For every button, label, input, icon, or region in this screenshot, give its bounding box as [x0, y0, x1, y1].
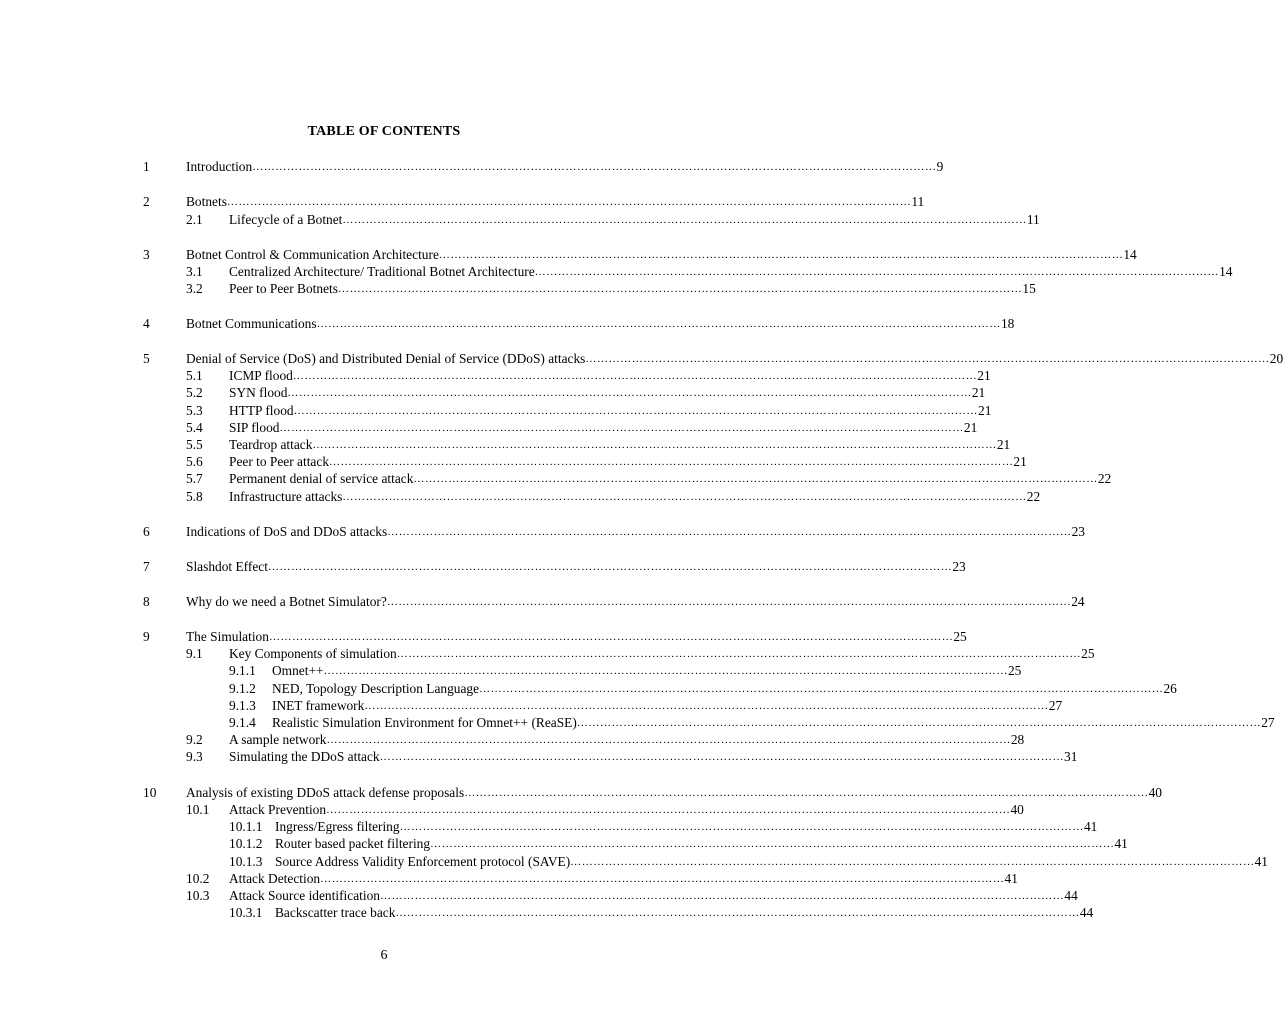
page-title: TABLE OF CONTENTS: [307, 124, 461, 139]
toc-dot-leader: ……………………………………………………………………………………………………………………………………………………………: [292, 370, 978, 382]
toc-entry-page: 11: [911, 194, 925, 209]
toc-entry-page: 44: [1079, 905, 1094, 920]
toc-dot-leader: ……………………………………………………………………………………………………………………………………………………………: [268, 631, 954, 643]
toc-entry-number: 10.3.1: [229, 905, 263, 920]
toc-entry-title: Botnet Control & Communication Architecture: [186, 247, 439, 262]
toc-entry-page: 22: [1026, 489, 1041, 504]
toc-entry-page: 21: [978, 403, 992, 418]
toc-entry[interactable]: [186, 748, 1078, 765]
toc-entry-page: 14: [1123, 247, 1137, 262]
toc-entry-number: 8: [143, 594, 150, 609]
toc-dot-leader: ……………………………………………………………………………………………………………………………………………………………: [267, 561, 953, 573]
toc-entry[interactable]: [143, 628, 967, 645]
toc-entry-page: 40: [1010, 802, 1024, 817]
toc-entry-title: Key Components of simulation: [229, 646, 397, 661]
toc-entry-title: Denial of Service (DoS) and Distributed Denial of Service (DDoS) attacks: [186, 351, 586, 366]
toc-entry[interactable]: [186, 453, 1027, 470]
toc-entry-page: 22: [1097, 471, 1112, 486]
toc-entry-number: 9.1.4: [229, 715, 256, 730]
toc-dot-leader: ……………………………………………………………………………………………………………………………………………………………: [464, 787, 1149, 799]
toc-entry-page: 24: [1071, 594, 1085, 609]
toc-dot-leader: ……………………………………………………………………………………………………………………………………………………………: [326, 804, 1011, 816]
toc-entry-title: Infrastructure attacks: [229, 489, 343, 504]
toc-entry[interactable]: [229, 697, 1063, 714]
toc-dot-leader: ……………………………………………………………………………………………………………………………………………………………: [379, 751, 1065, 763]
toc-dot-leader: ……………………………………………………………………………………………………………………………………………………………: [337, 283, 1023, 295]
toc-entry-page: 41: [1083, 819, 1098, 834]
toc-entry[interactable]: [229, 818, 1098, 835]
toc-entry-title: Introduction: [186, 159, 253, 174]
toc-entry-page: 11: [1026, 212, 1040, 227]
toc-entry-page: 25: [953, 629, 967, 644]
toc-dot-leader: ……………………………………………………………………………………………………………………………………………………………: [279, 422, 964, 434]
toc-dot-leader: ……………………………………………………………………………………………………………………………………………………………: [386, 596, 1072, 608]
toc-entry-number: 3: [143, 247, 150, 262]
toc-entry[interactable]: [186, 470, 1112, 487]
toc-dot-leader: ……………………………………………………………………………………………………………………………………………………………: [312, 439, 997, 451]
toc-dot-leader: ……………………………………………………………………………………………………………………………………………………………: [342, 491, 1027, 503]
toc-entry-page: 21: [996, 437, 1011, 452]
toc-entry-page: 20: [1269, 351, 1283, 366]
toc-entry-title: Attack Prevention: [229, 802, 327, 817]
toc-entry[interactable]: [186, 645, 1095, 662]
toc-entry[interactable]: [143, 158, 944, 175]
toc-entry[interactable]: [186, 402, 992, 419]
toc-entry[interactable]: [186, 731, 1025, 748]
toc-entry-number: 9.1.2: [229, 681, 256, 696]
toc-entry[interactable]: [186, 384, 986, 401]
toc-entry-number: 5.3: [186, 403, 203, 418]
toc-entry-page: 28: [1010, 732, 1025, 747]
toc-entry-number: 10: [143, 785, 157, 800]
toc-entry-number: 5.7: [186, 471, 203, 486]
toc-entry[interactable]: [229, 714, 1275, 731]
toc-entry-page: 40: [1148, 785, 1162, 800]
toc-entry-page: 41: [1114, 836, 1128, 851]
toc-dot-leader: ……………………………………………………………………………………………………………………………………………………………: [287, 387, 972, 399]
toc-entry-number: 10.2: [186, 871, 210, 886]
toc-entry-title: Centralized Architecture/ Traditional Botnet Architecture: [229, 264, 535, 279]
toc-entry-number: 5.5: [186, 437, 203, 452]
toc-entry-title: Teardrop attack: [229, 437, 313, 452]
toc-dot-leader: ……………………………………………………………………………………………………………………………………………………………: [570, 856, 1255, 868]
toc-entry[interactable]: [186, 419, 978, 436]
toc-entry[interactable]: [143, 246, 1137, 263]
toc-entry-title: Peer to Peer Botnets: [229, 281, 338, 296]
toc-entry[interactable]: [229, 680, 1177, 697]
toc-entry-number: 9.2: [186, 732, 203, 747]
toc-entry-number: 10.1.3: [229, 854, 263, 869]
toc-entry-title: Backscatter trace back: [275, 905, 396, 920]
toc-dot-leader: ……………………………………………………………………………………………………………………………………………………………: [534, 266, 1220, 278]
toc-entry-title: Attack Detection: [229, 871, 321, 886]
toc-entry-title: A sample network: [229, 732, 327, 747]
toc-entry-page: 27: [1261, 715, 1275, 730]
toc-entry-number: 5.6: [186, 454, 203, 469]
toc-dot-leader: ……………………………………………………………………………………………………………………………………………………………: [399, 821, 1084, 833]
toc-entry-title: Peer to Peer attack: [229, 454, 330, 469]
toc-entry-page: 15: [1022, 281, 1036, 296]
toc-entry-number: 6: [143, 524, 150, 539]
toc-entry[interactable]: [186, 367, 991, 384]
toc-entry-page: 25: [1007, 663, 1022, 678]
toc-dot-leader: ……………………………………………………………………………………………………………………………………………………………: [329, 456, 1014, 468]
toc-entry-number: 9.1.3: [229, 698, 256, 713]
toc-dot-leader: ……………………………………………………………………………………………………………………………………………………………: [479, 683, 1164, 695]
toc-entry-title: Simulating the DDoS attack: [229, 749, 380, 764]
toc-entry-page: 41: [1254, 854, 1268, 869]
toc-entry-page: 31: [1064, 749, 1078, 764]
toc-entry-title: Ingress/Egress filtering: [275, 819, 400, 834]
toc-entry-page: 23: [952, 559, 966, 574]
toc-entry-number: 3.2: [186, 281, 203, 296]
toc-entry[interactable]: [186, 801, 1024, 818]
toc-entry-number: 5.1: [186, 368, 203, 383]
toc-entry[interactable]: [229, 662, 1022, 679]
toc-dot-leader: ……………………………………………………………………………………………………………………………………………………………: [430, 838, 1115, 850]
toc-entry-page: 23: [1071, 524, 1085, 539]
toc-entry-page: 21: [963, 420, 978, 435]
toc-dot-leader: ……………………………………………………………………………………………………………………………………………………………: [323, 665, 1008, 677]
toc-entry-page: 21: [1013, 454, 1027, 469]
toc-entry-title: Why do we need a Botnet Simulator?: [186, 594, 387, 609]
toc-entry-number: 9.1.1: [229, 663, 256, 678]
page-number: 6: [380, 948, 388, 963]
toc-entry-title: NED, Topology Description Language: [272, 681, 480, 696]
toc-entry-title: Analysis of existing DDoS attack defense proposals: [186, 785, 465, 800]
toc-entry-page: 9: [936, 159, 944, 174]
toc-dot-leader: ……………………………………………………………………………………………………………………………………………………………: [226, 196, 912, 208]
toc-entry-number: 9: [143, 629, 150, 644]
toc-entry-title: Botnet Communications: [186, 316, 317, 331]
toc-entry-number: 3.1: [186, 264, 203, 279]
toc-entry[interactable]: [229, 904, 1094, 921]
toc-entry-number: 5.8: [186, 489, 203, 504]
toc-dot-leader: ……………………………………………………………………………………………………………………………………………………………: [576, 717, 1262, 729]
toc-entry-title: The Simulation: [186, 629, 269, 644]
toc-dot-leader: ……………………………………………………………………………………………………………………………………………………………: [326, 734, 1011, 746]
toc-entry-page: 18: [1000, 316, 1015, 331]
toc-entry-number: 9.3: [186, 749, 203, 764]
toc-entry[interactable]: [186, 211, 1040, 228]
toc-entry-number: 10.1.1: [229, 819, 263, 834]
toc-entry-page: 25: [1081, 646, 1095, 661]
toc-entry[interactable]: [143, 350, 1283, 367]
toc-entry-number: 1: [143, 159, 150, 174]
toc-entry-title: Realistic Simulation Environment for Omnet++ (ReaSE): [272, 715, 577, 730]
toc-entry-page: 27: [1048, 698, 1063, 713]
toc-dot-leader: ……………………………………………………………………………………………………………………………………………………………: [293, 405, 978, 417]
toc-entry[interactable]: [186, 436, 1011, 453]
toc-entry-number: 2.1: [186, 212, 203, 227]
toc-entry-page: 21: [977, 368, 991, 383]
toc-dot-leader: ……………………………………………………………………………………………………………………………………………………………: [395, 907, 1080, 919]
toc-entry-number: 5: [143, 351, 150, 366]
toc-entry-number: 10.1: [186, 802, 210, 817]
toc-dot-leader: ……………………………………………………………………………………………………………………………………………………………: [316, 318, 1001, 330]
toc-entry-title: Slashdot Effect: [186, 559, 268, 574]
toc-entry-number: 4: [143, 316, 150, 331]
toc-dot-leader: ……………………………………………………………………………………………………………………………………………………………: [413, 473, 1098, 485]
toc-dot-leader: ……………………………………………………………………………………………………………………………………………………………: [342, 214, 1027, 226]
toc-entry-number: 9.1: [186, 646, 203, 661]
toc-entry-number: 10.3: [186, 888, 210, 903]
toc-entry-number: 2: [143, 194, 150, 209]
toc-entry-title: Source Address Validity Enforcement protocol (SAVE): [275, 854, 571, 869]
toc-entry[interactable]: [186, 263, 1233, 280]
toc-dot-leader: ……………………………………………………………………………………………………………………………………………………………: [585, 353, 1270, 365]
toc-entry-title: Indications of DoS and DDoS attacks: [186, 524, 388, 539]
toc-dot-leader: ……………………………………………………………………………………………………………………………………………………………: [320, 873, 1005, 885]
toc-entry-page: 14: [1219, 264, 1233, 279]
toc-entry-title: SIP flood: [229, 420, 280, 435]
toc-dot-leader: ……………………………………………………………………………………………………………………………………………………………: [387, 526, 1072, 538]
toc-entry[interactable]: [186, 488, 1041, 505]
toc-entry[interactable]: [186, 870, 1018, 887]
toc-entry-title: Botnets: [186, 194, 227, 209]
toc-entry[interactable]: [143, 193, 925, 210]
toc-entry[interactable]: [229, 853, 1268, 870]
toc-entry[interactable]: [143, 784, 1162, 801]
toc-entry-title: Router based packet filtering: [275, 836, 431, 851]
toc-entry-title: SYN flood: [229, 385, 288, 400]
toc-entry[interactable]: [229, 835, 1128, 852]
toc-entry-number: 10.1.2: [229, 836, 263, 851]
toc-dot-leader: ……………………………………………………………………………………………………………………………………………………………: [379, 890, 1065, 902]
toc-entry-title: Permanent denial of service attack: [229, 471, 414, 486]
toc-entry-number: 7: [143, 559, 150, 574]
toc-entry[interactable]: [143, 315, 1015, 332]
toc-dot-leader: ……………………………………………………………………………………………………………………………………………………………: [364, 700, 1049, 712]
toc-dot-leader: ……………………………………………………………………………………………………………………………………………………………: [396, 648, 1082, 660]
toc-entry-title: INET framework: [272, 698, 365, 713]
toc-entry-number: 5.4: [186, 420, 203, 435]
toc-entry[interactable]: [143, 523, 1085, 540]
toc-dot-leader: ……………………………………………………………………………………………………………………………………………………………: [252, 161, 937, 173]
toc-entry-number: 5.2: [186, 385, 203, 400]
toc-entry[interactable]: [143, 558, 966, 575]
toc-entry[interactable]: [186, 280, 1036, 297]
toc-entry-title: Omnet++: [272, 663, 324, 678]
toc-entry-title: Attack Source identification: [229, 888, 380, 903]
toc-dot-leader: ……………………………………………………………………………………………………………………………………………………………: [438, 249, 1124, 261]
toc-entry-title: ICMP flood: [229, 368, 293, 383]
toc-entry-page: 41: [1004, 871, 1018, 886]
toc-entry[interactable]: [143, 593, 1085, 610]
toc-entry-page: 21: [971, 385, 986, 400]
toc-entry-title: HTTP flood: [229, 403, 294, 418]
toc-entry-page: 26: [1163, 681, 1177, 696]
toc-entry-page: 44: [1064, 888, 1078, 903]
toc-entry[interactable]: [186, 887, 1078, 904]
toc-entry-title: Lifecycle of a Botnet: [229, 212, 343, 227]
